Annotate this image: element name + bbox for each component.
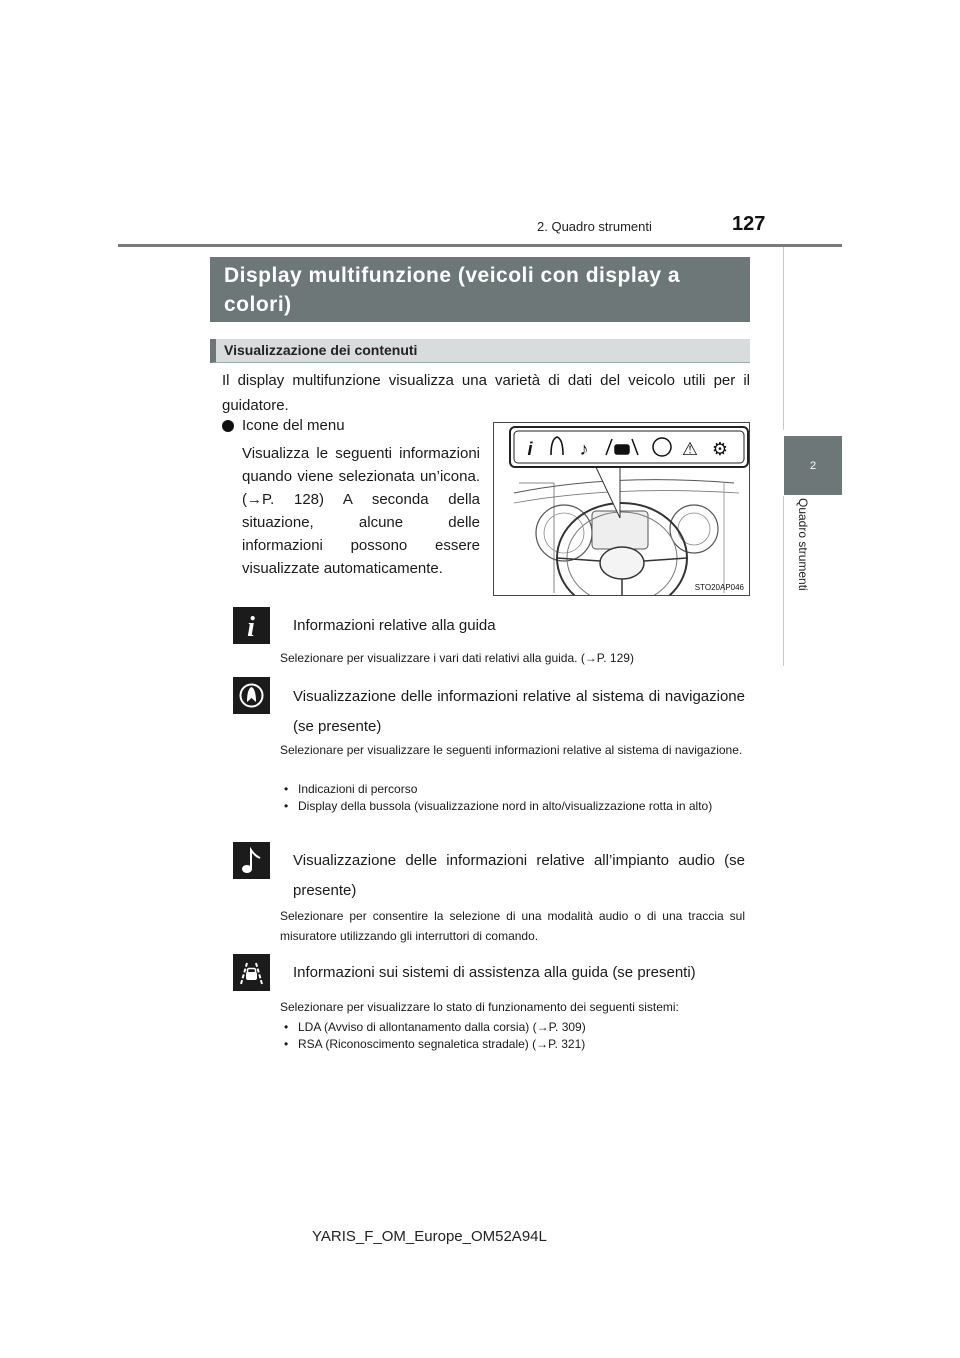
header-section: 2. Quadro strumenti: [537, 219, 652, 234]
dashboard-illustration: [493, 422, 750, 596]
list-item: • Display della bussola (visualizzazione nord in alto/visualizzazione rotta in alto): [280, 798, 745, 815]
list-item: • Indicazioni di percorso: [280, 781, 745, 798]
callout-info-icon: i: [527, 439, 533, 459]
section-body: Selezionare per visualizzare lo stato di funzionamento dei seguenti sistemi:: [280, 1000, 679, 1014]
section-list: [280, 1019, 745, 1053]
side-tab-label: Quadro strumenti: [796, 498, 810, 591]
callout-audio-icon: ♪: [579, 439, 589, 459]
section-body: Selezionare per consentire la selezione di una modalità audio o di una traccia sul misuratore utilizzando gli interruttori di comando.: [280, 909, 745, 943]
section-heading: Visualizzazione delle informazioni relative al sistema di navigazione (se presente): [293, 688, 745, 735]
info-icon: [233, 607, 270, 644]
callout-settings-icon: ⚙: [711, 439, 729, 459]
side-tab-number: 2: [784, 436, 842, 495]
side-tab-divider: [783, 247, 784, 430]
document-code: YARIS_F_OM_Europe_OM52A94L: [312, 1228, 547, 1245]
page-title: Display multifunzione (veicoli con display a colori): [210, 257, 750, 322]
dashboard-drawing: [494, 423, 749, 595]
callout-warning-icon: ⚠: [681, 439, 699, 459]
svg-text:i: i: [247, 612, 255, 643]
illustration-code: STO20AP046: [694, 583, 744, 592]
menu-icons-body: Visualizza le seguenti informazioni quando viene selezionata un’icona. (→P. 128) A seconda della situazione, alcune delle informazioni possono essere visualizzate automaticamente.: [242, 445, 480, 577]
list-item: • RSA (Riconoscimento segnaletica stradale) (→P. 321): [280, 1036, 745, 1053]
page-number: 127: [732, 213, 766, 235]
section-heading: Informazioni relative alla guida: [293, 617, 496, 634]
section-heading: Informazioni sui sistemi di assistenza alla guida (se presenti): [293, 964, 696, 981]
section-body: Selezionare per visualizzare i vari dati relativi alla guida. (→P. 129): [280, 651, 634, 665]
menu-icons-heading: Icone del menu: [242, 417, 345, 434]
section-subtitle: Visualizzazione dei contenuti: [210, 339, 750, 363]
intro-paragraph: Il display multifunzione visualizza una varietà di dati del veicolo utili per il guidatore.: [222, 372, 750, 414]
bullet-icon: [222, 420, 234, 432]
section-list: [280, 781, 745, 815]
driving-assist-icon: [233, 954, 270, 991]
header-rule: [118, 244, 842, 247]
audio-icon: [233, 842, 270, 879]
section-body: Selezionare per visualizzare le seguenti informazioni relative al sistema di navigazione.: [280, 743, 743, 757]
list-item: • LDA (Avviso di allontanamento dalla corsia) (→P. 309): [280, 1019, 745, 1036]
section-heading: Visualizzazione delle informazioni relative all’impianto audio (se presente): [293, 852, 745, 899]
navigation-icon: [233, 677, 270, 714]
